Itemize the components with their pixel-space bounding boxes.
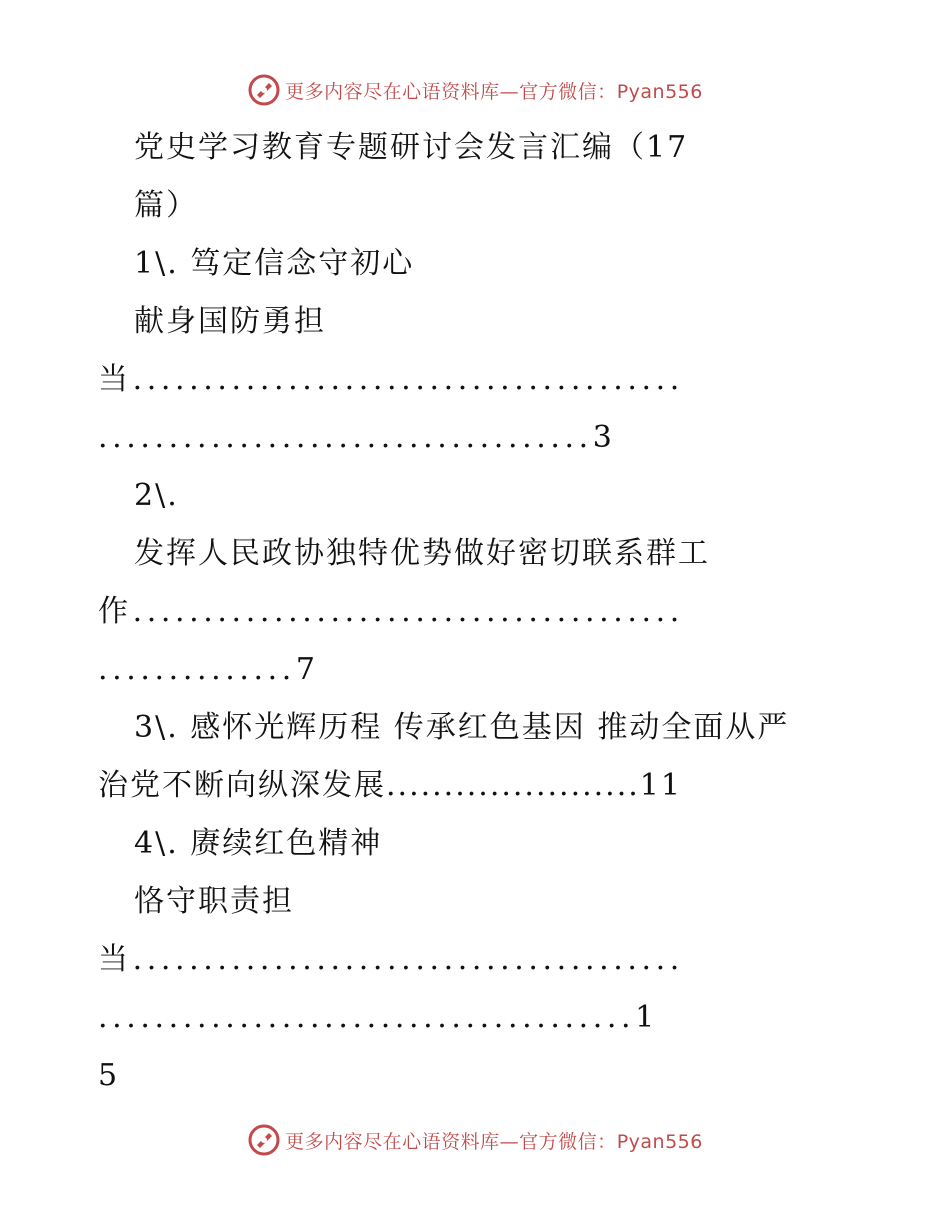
doc-title-line2: 篇） xyxy=(134,188,198,223)
toc-item-2-line1: 2\. xyxy=(134,478,179,513)
doc-title-line1: 党史学习教育专题研讨会发言汇编（17 xyxy=(134,130,689,165)
toc-item-3-line2: 治党不断向纵深发展......................11 xyxy=(98,768,682,803)
toc-item-4-line2: 恪守职责担 xyxy=(134,884,294,919)
watermark-text: 更多内容尽在心语资料库—官方微信：Pyan556 xyxy=(285,80,703,103)
toc-item-1-line1: 1\. 笃定信念守初心 xyxy=(134,246,415,281)
toc-item-1-line4: ...................................3 xyxy=(98,420,617,455)
toc-item-4-line3: 当....................................... xyxy=(98,942,684,977)
toc-item-4-line4: ......................................1 xyxy=(98,1000,659,1035)
toc-item-1-line3: 当....................................... xyxy=(98,362,684,397)
toc-item-2-line2: 发挥人民政协独特优势做好密切联系群工 xyxy=(134,536,710,571)
brand-logo-icon xyxy=(247,73,281,107)
toc-item-3-line1: 3\. 感怀光辉历程 传承红色基因 推动全面从严 xyxy=(134,710,790,745)
watermark-banner-bottom xyxy=(0,1120,950,1160)
toc-item-1-line2: 献身国防勇担 xyxy=(134,304,326,339)
toc-item-2-line4: ..............7 xyxy=(98,652,320,687)
watermark-banner-top xyxy=(0,70,950,110)
brand-logo-icon xyxy=(247,1123,281,1157)
watermark-text: 更多内容尽在心语资料库—官方微信：Pyan556 xyxy=(285,1130,703,1153)
toc-item-4-line1: 4\. 赓续红色精神 xyxy=(134,826,383,861)
toc-item-2-line3: 作....................................... xyxy=(98,594,684,629)
toc-item-4-line5: 5 xyxy=(98,1058,120,1093)
